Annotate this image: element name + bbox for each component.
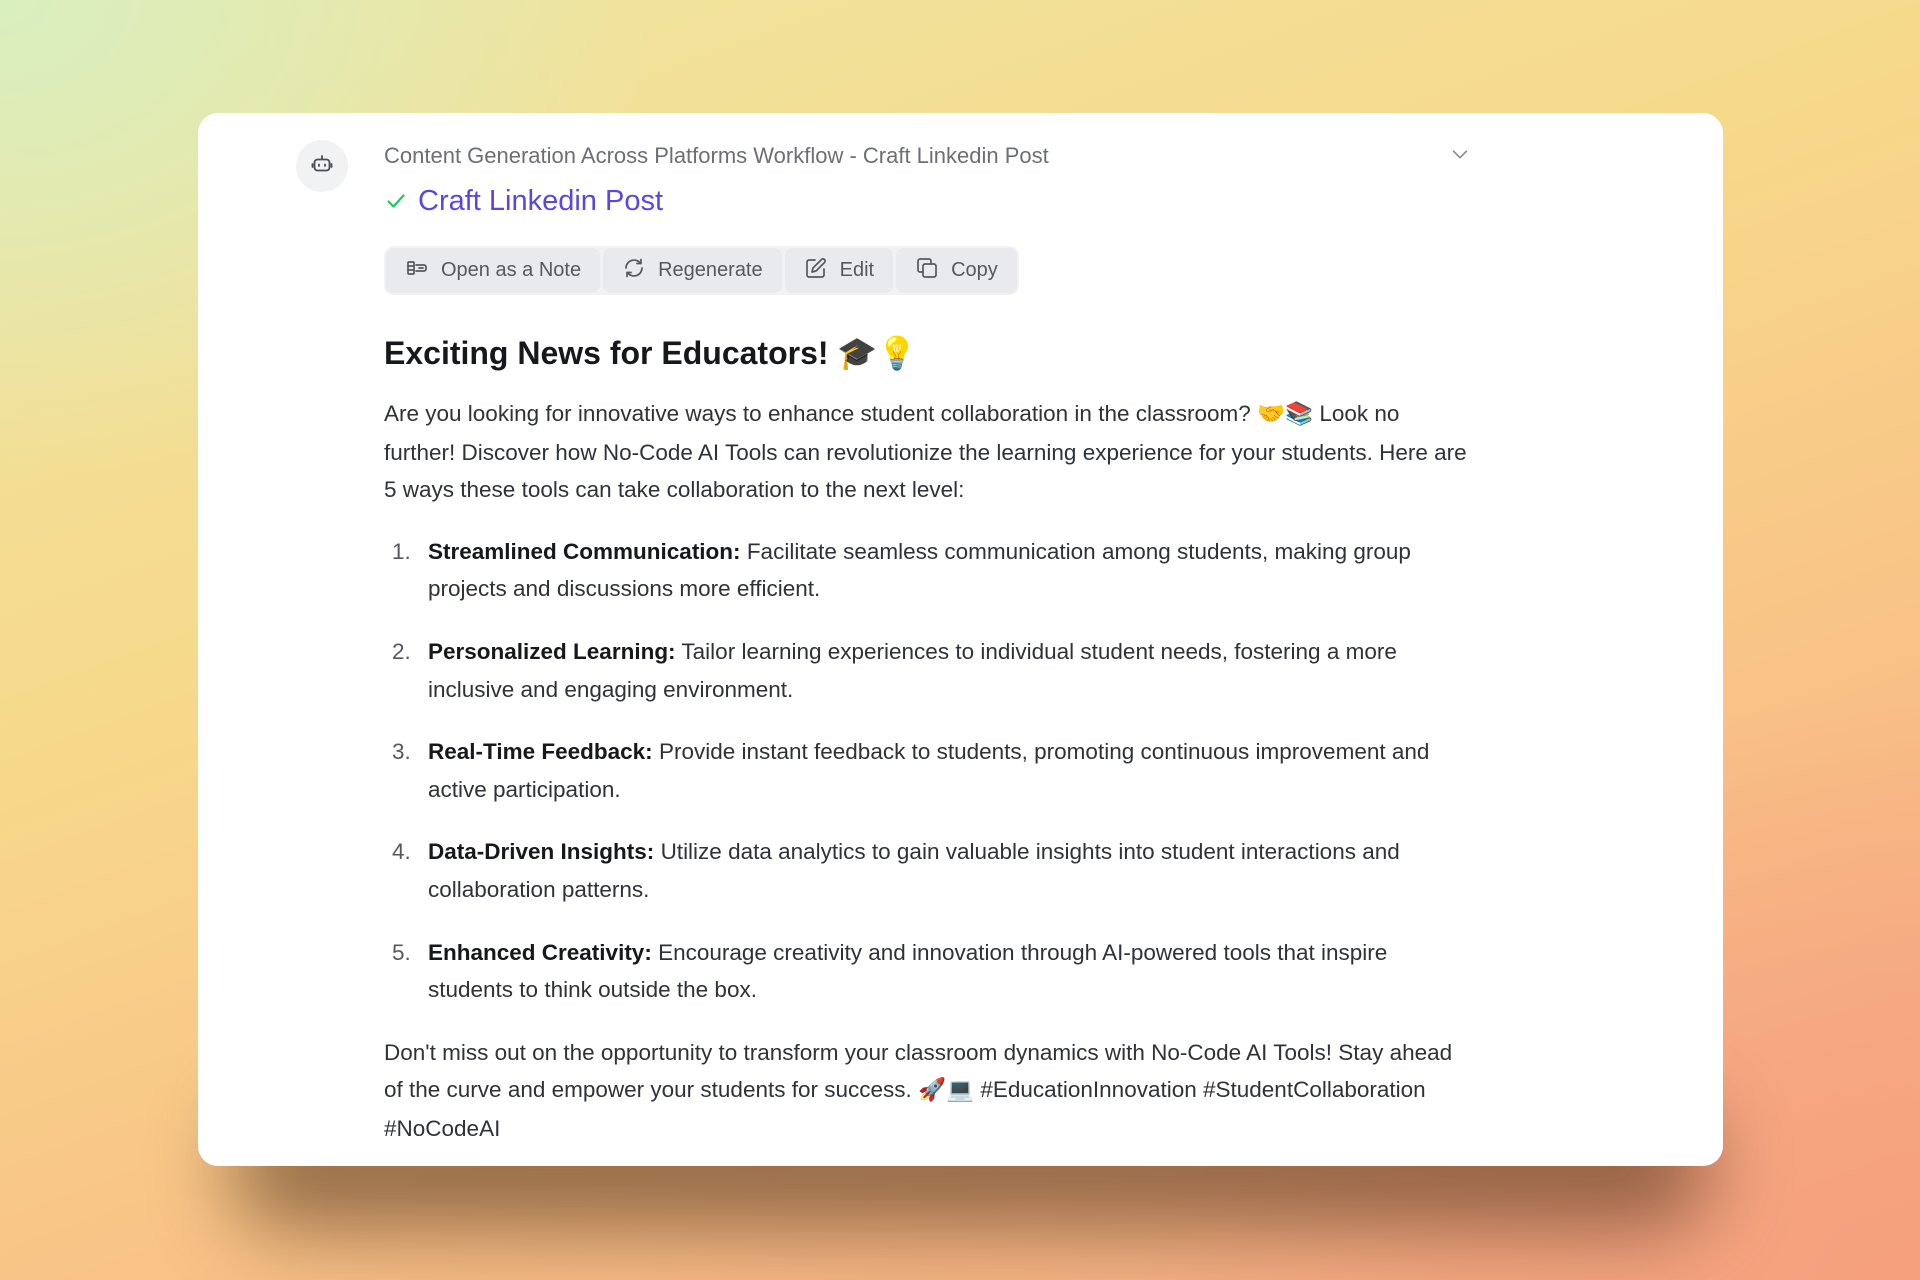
list-item-body [428, 833, 1474, 908]
post-title [384, 333, 1474, 373]
intro-text-end: Look no further! Discover how No-Code AI Tools can revolutionize the learning experience for your students. Here are 5 ways these tools can take collaboration to the next level: [384, 401, 1467, 503]
closing-text: Don't miss out on the opportunity to transform your classroom dynamics with No-Code AI Tools! Stay ahead of the curve and empower your students for success. [384, 1039, 1453, 1103]
list-item-body [428, 934, 1474, 1009]
copy-label: Copy [951, 259, 998, 281]
list-item [384, 833, 1474, 908]
list-item-label: Enhanced Creativity: [428, 939, 652, 965]
message-content [384, 113, 1474, 1148]
copy-icon [915, 256, 939, 286]
list-item-body [428, 633, 1474, 708]
list-item [384, 633, 1474, 708]
open-note-icon [405, 256, 429, 286]
regenerate-button[interactable] [603, 248, 782, 293]
edit-label: Edit [839, 259, 875, 281]
intro-text-start: Are you looking for innovative ways to enhance student collaboration in the classroom? [384, 401, 1251, 426]
action-toolbar [384, 246, 1019, 295]
list-item-text: Encourage creativity and innovation through AI-powered tools that inspire students to think outside the box. [428, 939, 1388, 1003]
list-item-text: Facilitate seamless communication among students, making group projects and discussions more efficient. [428, 538, 1411, 602]
post-title-emoji: 🎓💡 [837, 334, 918, 372]
list-item-number: 5. [392, 939, 411, 965]
robot-icon [310, 152, 334, 181]
list-item-label: Data-Driven Insights: [428, 839, 655, 865]
intro-emoji: 🤝📚 [1257, 401, 1314, 427]
list-item-text: Provide instant feedback to students, promoting continuous improvement and active participation. [428, 739, 1430, 802]
post-title-text: Exciting News for Educators! [384, 335, 829, 371]
list-item [384, 934, 1474, 1009]
regenerate-label: Regenerate [658, 259, 763, 281]
step-header [384, 182, 1474, 220]
open-as-note-label: Open as a Note [441, 259, 582, 281]
list-item-label: Real-Time Feedback: [428, 739, 653, 765]
edit-button[interactable] [785, 248, 893, 293]
list-item-number: 3. [392, 739, 411, 765]
post-closing [384, 1034, 1474, 1148]
benefits-list [384, 533, 1474, 1009]
list-item-body [428, 533, 1474, 608]
edit-icon [804, 256, 828, 286]
list-item-number: 2. [392, 638, 411, 664]
list-item-text: Tailor learning experiences to individual student needs, fostering a more inclusive and engaging environment. [428, 638, 1397, 702]
bot-avatar [296, 140, 348, 192]
list-item-body [428, 733, 1474, 808]
check-icon [384, 189, 408, 213]
message-card [198, 113, 1723, 1166]
list-item [384, 733, 1474, 808]
list-item-label: Personalized Learning: [428, 638, 676, 664]
workflow-breadcrumb: Content Generation Across Platforms Workflow - Craft Linkedin Post [384, 143, 1049, 168]
open-as-note-button[interactable] [386, 248, 600, 293]
refresh-icon [622, 256, 646, 286]
closing-emoji: 🚀💻 [918, 1077, 975, 1104]
list-item-label: Streamlined Communication: [428, 538, 741, 564]
step-title: Craft Linkedin Post [418, 184, 664, 217]
list-item [384, 533, 1474, 608]
post-intro [384, 395, 1474, 509]
hashtags: #EducationInnovation #StudentCollaboration #NoCodeAI [384, 1077, 1426, 1141]
list-item-text: Utilize data analytics to gain valuable insights into student interactions and collaboration patterns. [428, 839, 1400, 902]
copy-button[interactable] [896, 248, 1017, 293]
list-item-number: 4. [392, 839, 411, 865]
list-item-number: 1. [392, 538, 411, 564]
